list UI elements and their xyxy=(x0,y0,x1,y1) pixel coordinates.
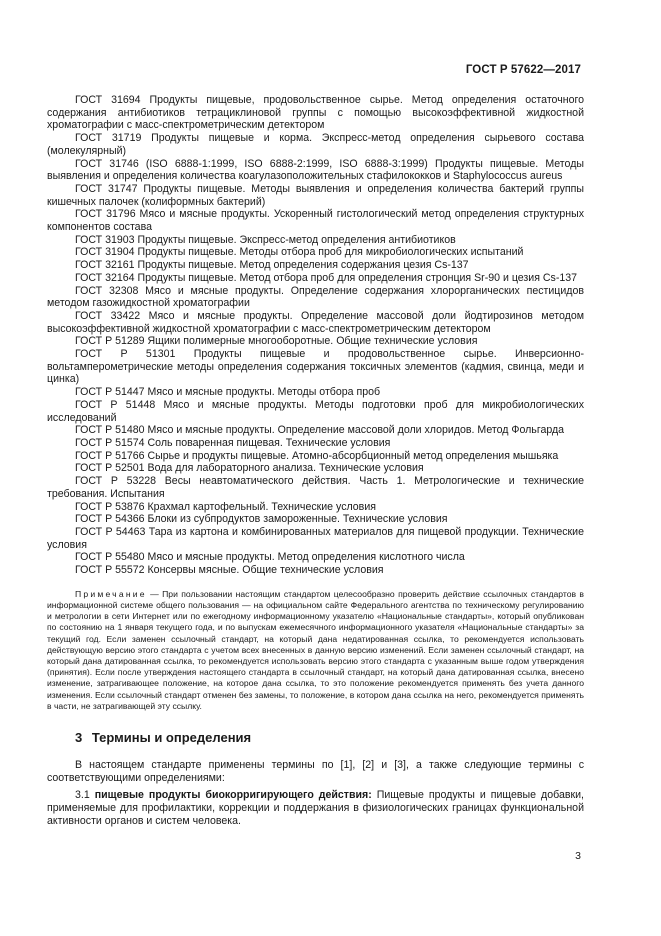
reference-item: ГОСТ Р 52501 Вода для лабораторного анализа. Технические условия xyxy=(75,462,424,475)
reference-item: ГОСТ Р 51447 Мясо и мясные продукты. Методы отбора проб xyxy=(75,386,381,399)
reference-item: ГОСТ Р 51480 Мясо и мясные продукты. Определение массовой доли хлоридов. Метод Фольгарда xyxy=(75,424,565,437)
reference-item: ГОСТ 31694 Продукты пищевые, продовольственное сырье. Метод определения остаточного содержания антибиотиков тетрациклиновой группы с помощью высокоэффективной жидкостной хроматографии с масс-спектрометрическим детектором xyxy=(47,94,584,132)
section-intro: В настоящем стандарте применены термины по [1], [2] и [3], а также следующие термины с соответствующими определениями: xyxy=(47,758,584,784)
reference-item: ГОСТ 32308 Мясо и мясные продукты. Определение содержания хлорорганических пестицидов методом газожидкостной хроматографии xyxy=(47,284,584,310)
reference-item: ГОСТ Р 54366 Блоки из субпродуктов замороженные. Технические условия xyxy=(75,513,448,526)
reference-item: ГОСТ Р 53228 Весы неавтоматического действия. Часть 1. Метрологические и технические требования. Испытания xyxy=(47,475,584,500)
reference-item: ГОСТ Р 51766 Сырье и продукты пищевые. Атомно-абсорбционный метод определения мышьяка xyxy=(75,449,559,462)
note-text: При пользовании настоящим стандартом целесообразно проверить действие ссылочных стандартов в информационной системе общего пользования — на официальном сайте Федерального агентства по техническому регулированию и метрологии в сети Интернет или по ежегодному информационному указателю «Национальные стандарты», который опубликован по состоянию на 1 января текущего года, и по выпускам ежемесячного информационного указателя «Национальные стандарты» за текущий год. Если заменен ссылочный стандарт, на который дана недатированная ссылка, то рекомендуется использовать действующую версию этого стандарта с учетом всех внесенных в данную версию изменений. Если заменен ссылочный стандарт, на который дана датированная ссылка, то рекомендуется использовать версию этого стандарта с указанным выше годом утверждения (принятия). Если после утверждения настоящего стандарта в ссылочный стандарт, на который дана датированная ссылка, внесено изменение, затрагивающее положение, на которое дана ссылка, то это положение рекомендуется применять без учета данного изменения. Если ссылочный стандарт отменен без замены, то положение, в котором дана ссылка на него, рекомендуется применять в части, не затрагивающей эту ссылку. xyxy=(47,588,584,711)
section-number: 3 xyxy=(75,729,83,745)
page-number: 3 xyxy=(575,850,581,862)
reference-item: ГОСТ Р 51448 Мясо и мясные продукты. Методы подготовки проб для микробиологических исследований xyxy=(47,398,584,424)
reference-item: ГОСТ Р 55480 Мясо и мясные продукты. Метод определения кислотного числа xyxy=(75,551,465,564)
reference-item: ГОСТ Р 55572 Консервы мясные. Общие технические условия xyxy=(75,564,384,577)
term-definition xyxy=(47,789,584,828)
reference-item: ГОСТ 32161 Продукты пищевые. Метод определения содержания цезия Cs-137 xyxy=(75,259,469,272)
reference-item: ГОСТ Р 54463 Тара из картона и комбинированных материалов для пищевой продукции. Технические условия xyxy=(47,525,584,551)
term-definition-text: Пищевые продукты и пищевые добавки, применяемые для профилактики, коррекции и поддержания в физиологических границах функциональной активности органов и систем человека. xyxy=(47,788,584,827)
note-dash: — xyxy=(146,588,163,599)
normative-references-list xyxy=(47,94,584,577)
note-paragraph xyxy=(47,589,584,712)
reference-item: ГОСТ 31719 Продукты пищевые и корма. Экспресс-метод определения сырьевого состава (молекулярный) xyxy=(47,132,584,157)
note-label: Примечание xyxy=(75,588,147,599)
section-title: Термины и определения xyxy=(91,729,252,745)
section-heading xyxy=(75,730,584,745)
reference-item: ГОСТ 31747 Продукты пищевые. Методы выявления и определения количества бактерий группы кишечных палочек (колиформных бактерий) xyxy=(47,182,584,208)
reference-item: ГОСТ 31903 Продукты пищевые. Экспресс-метод определения антибиотиков xyxy=(75,233,456,246)
reference-item: ГОСТ 31904 Продукты пищевые. Методы отбора проб для микробиологических испытаний xyxy=(75,246,524,259)
reference-item: ГОСТ 31796 Мясо и мясные продукты. Ускоренный гистологический метод определения структурных компонентов состава xyxy=(47,208,584,234)
reference-item: ГОСТ Р 51301 Продукты пищевые и продовольственное сырье. Инверсионно-вольтамперометрические методы определения содержания токсичных элементов (кадмия, свинца, меди и цинка) xyxy=(47,348,584,386)
reference-item: ГОСТ Р 51289 Ящики полимерные многооборотные. Общие технические условия xyxy=(75,335,478,348)
reference-item: ГОСТ 32164 Продукты пищевые. Метод отбора проб для определения стронция Sr-90 и цезия Cs-137 xyxy=(75,271,578,284)
document-code-header: ГОСТ Р 57622—2017 xyxy=(465,64,581,76)
reference-item: ГОСТ Р 51574 Соль поваренная пищевая. Технические условия xyxy=(75,436,391,449)
reference-item: ГОСТ 31746 (ISO 6888-1:1999, ISO 6888-2:1999, ISO 6888-3:1999) Продукты пищевые. Методы выявления и определения количества коагулазоположительных стафилококков и Staphylococcus aureus xyxy=(47,157,584,183)
reference-item: ГОСТ Р 53876 Крахмал картофельный. Технические условия xyxy=(75,500,376,513)
term-name: пищевые продукты биокорригирующего действия: xyxy=(94,788,372,801)
term-number: 3.1 xyxy=(75,788,90,801)
reference-item: ГОСТ 33422 Мясо и мясные продукты. Определение массовой доли йодтирозинов методом высокоэффективной жидкостной хроматографии с масс-спектрометрическим детектором xyxy=(47,309,584,335)
page-content xyxy=(47,94,584,831)
